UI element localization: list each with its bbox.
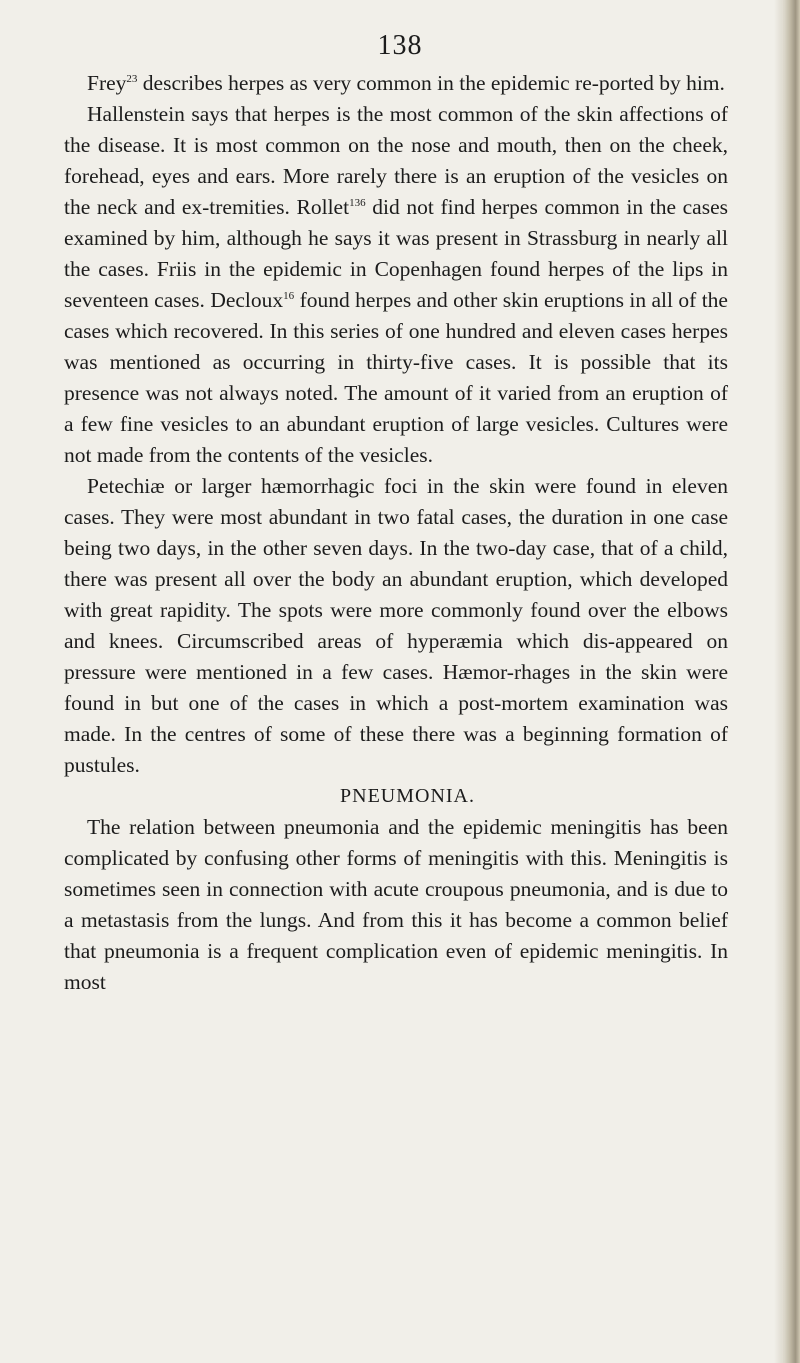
- page-edge: [782, 0, 800, 1363]
- paragraph-petechiae: Petechiæ or larger hæmorrhagic foci in the skin were found in eleven cases. They were most abundant in two fatal cases, the duration in one case being two days, in the other seven days. In the two-day case, that of a child, there was present all over the body an abundant eruption, which developed with great rapidity. The spots were more commonly found over the elbows and knees. Circumscribed areas of hyperæmia which dis-appeared on pressure were mentioned in a few cases. Hæmor-rhages in the skin were found in but one of the cases in which a post-mortem examination was made. In the centres of some of these there was a beginning formation of pustules.: [64, 474, 728, 777]
- paragraph-frey: Frey$^{23}$ describes herpes as very common in the epidemic re-ported by him.: [87, 71, 725, 95]
- section-heading: PNEUMONIA.: [340, 785, 475, 807]
- paragraph-pneumonia: The relation between pneumonia and the epidemic meningitis has been complicated by confusing other forms of meningitis with this. Meningitis is sometimes seen in connection with acute croupous pneumonia, and is due to a metastasis from the lungs. And from this it has become a common belief that pneumonia is a frequent complication even of epidemic meningitis. In most: [64, 815, 728, 994]
- page-number: 138: [377, 30, 423, 61]
- footnote-ref: 23: [126, 72, 138, 85]
- paragraph-hallenstein: Hallenstein says that herpes is the most common of the skin affections of the disease. It is most common on the nose and mouth, then on the cheek, forehead, eyes and ears. More rarely there is an eruption of the vesicles on the neck and ex-tremities. Rollet$^{136}$ did not find herpes common in the cases examined by him, although he says it was present in Strassburg in nearly all the cases. Friis in the epidemic in Copenhagen found herpes of the lips in seventeen cases. Decloux$^{16}$ found herpes and other skin eruptions in all of the cases which recovered. In this series of one hundred and eleven cases herpes was mentioned as occurring in thirty-five cases. It is possible that its presence was not always noted. The amount of it varied from an eruption of a few fine vesicles to an abundant eruption of large vesicles. Cultures were not made from the contents of the vesicles.: [64, 102, 728, 467]
- footnote-ref: 16: [283, 289, 295, 302]
- footnote-ref: 136: [349, 196, 366, 209]
- body-text: [64, 68, 728, 998]
